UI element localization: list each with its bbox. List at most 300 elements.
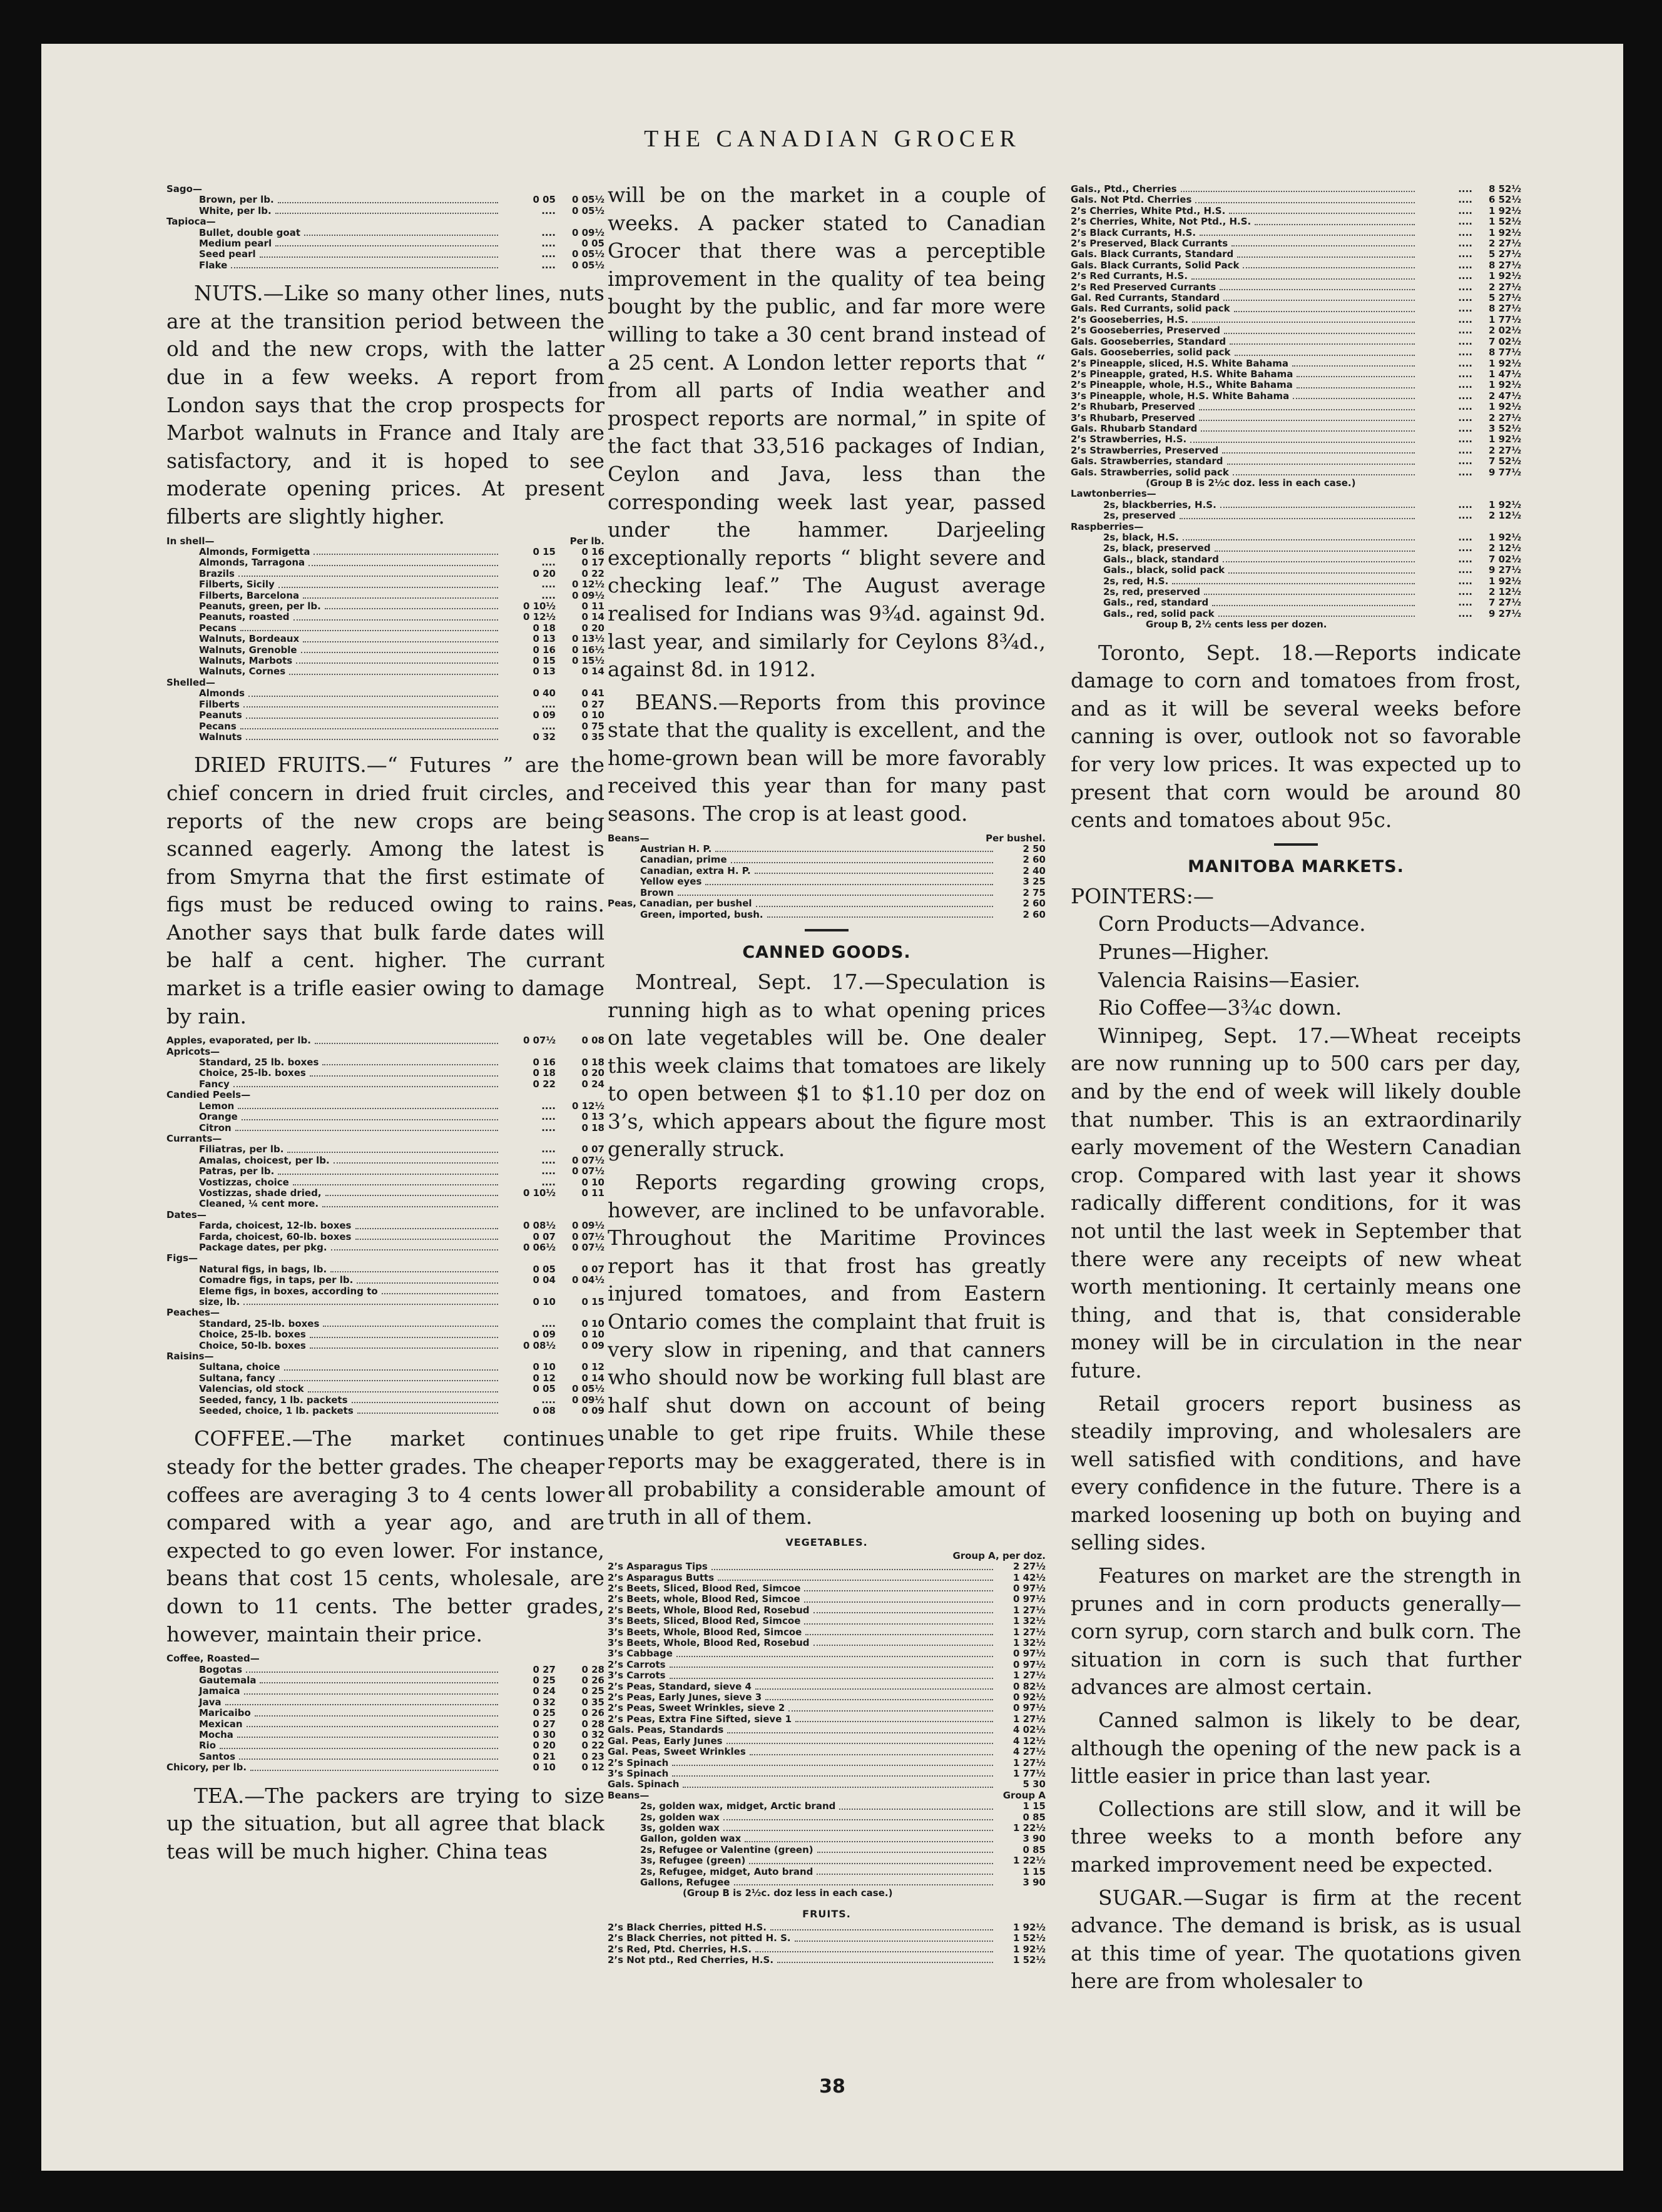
leader-dots <box>308 1391 498 1393</box>
price-list <box>166 1035 604 1416</box>
item-label: Beans— <box>608 833 650 844</box>
item-label: 2’s Preserved, Black Currants <box>1071 238 1228 250</box>
price-high: 0 85 <box>1022 1812 1046 1823</box>
price-row <box>166 688 604 699</box>
price-list <box>166 536 604 743</box>
price-high: 7 02½ <box>1488 554 1521 565</box>
item-label: (Group B is 2½c. doz less in each case.) <box>683 1888 893 1899</box>
price-row <box>608 1692 1046 1703</box>
price-low: .... <box>541 1394 556 1406</box>
price-row <box>166 1123 604 1134</box>
leader-dots <box>225 1704 498 1705</box>
item-label: Dates— <box>166 1209 206 1220</box>
price-high: 1 92½ <box>1488 380 1521 391</box>
item-label: Rio <box>199 1740 216 1752</box>
price-low: .... <box>541 1155 556 1166</box>
leader-dots <box>1243 267 1415 268</box>
price-row <box>166 645 604 656</box>
leader-dots <box>723 1830 993 1831</box>
price-row <box>608 1845 1046 1855</box>
item-label: 3’s Pineapple, whole, H.S. White Bahama <box>1071 390 1290 402</box>
leader-dots <box>683 1787 993 1788</box>
leader-dots <box>718 1580 993 1581</box>
leader-dots <box>1293 398 1415 399</box>
leader-dots <box>1199 409 1415 410</box>
price-row <box>608 1551 1046 1561</box>
item-label: Bogotas <box>199 1664 243 1675</box>
column-3 <box>1071 181 1521 2108</box>
price-low: .... <box>1458 249 1472 260</box>
item-label: Gals., black, standard <box>1103 554 1219 565</box>
price-low: .... <box>541 579 556 591</box>
price-high: 5 30 <box>1022 1779 1046 1790</box>
leader-dots <box>1223 300 1415 301</box>
leader-dots <box>278 202 498 203</box>
leader-dots <box>315 1043 498 1044</box>
price-high: 0 82½ <box>1012 1681 1046 1692</box>
item-label: 2’s Pineapple, whole, H.S., White Bahama <box>1071 380 1293 391</box>
item-label: Apples, evaporated, per lb. <box>166 1035 311 1047</box>
price-high: 0 25 <box>581 1686 604 1697</box>
reports-paragraph: Reports regarding growing crops, however, are inclined to be unfavorable. Throughout the Maritime Provinces report has it that frost has greatly injured tomatoes, and from Eastern Ontario comes the complaint that fruit is very slow in ripening, and that canners who should now be working full blast are half shut down on account of being unable to get ripe fruits. While these reports may be exaggerated, there is in all probability a considerable amount of truth in all of them. <box>608 1170 1046 1530</box>
price-row <box>166 1762 604 1773</box>
price-row <box>608 910 1046 920</box>
price-low: .... <box>1458 499 1472 510</box>
leader-dots <box>1220 507 1415 508</box>
item-label: Walnuts, Marbots <box>199 656 293 667</box>
price-high: 0 04½ <box>571 1275 604 1286</box>
price-high: 0 97½ <box>1012 1659 1046 1670</box>
price-high: 0 07½ <box>571 1231 604 1242</box>
price-row <box>166 601 604 612</box>
item-label: Peanuts <box>199 710 242 721</box>
item-label: 3’s Rhubarb, Preserved <box>1071 412 1195 424</box>
leader-dots <box>749 1863 993 1864</box>
price-high: 1 32½ <box>1012 1638 1046 1649</box>
leader-dots <box>250 1770 498 1771</box>
item-label: Sago— <box>166 184 202 195</box>
leader-dots <box>1231 245 1415 246</box>
item-label: Bullet, double goat <box>199 227 300 238</box>
price-high: 1 92½ <box>1488 434 1521 445</box>
price-high: 2 60 <box>1022 855 1046 866</box>
leader-dots <box>322 1064 498 1065</box>
price-high: 3 90 <box>1022 1834 1046 1845</box>
price-row <box>608 1779 1046 1790</box>
price-row <box>166 1730 604 1740</box>
leader-dots <box>275 245 498 246</box>
leader-dots <box>352 1402 498 1403</box>
leader-dots <box>672 1765 993 1766</box>
price-row <box>608 1855 1046 1866</box>
price-high: 5 27½ <box>1488 293 1521 304</box>
price-high: 0 12 <box>581 1362 604 1373</box>
leader-dots <box>260 1682 498 1683</box>
price-row <box>1071 369 1521 380</box>
item-label: 2’s Rhubarb, Preserved <box>1071 402 1195 413</box>
leader-dots <box>1233 474 1415 475</box>
price-row <box>1071 249 1521 260</box>
leader-dots <box>1183 539 1415 540</box>
item-label: 3s, Refugee (green) <box>640 1855 746 1867</box>
item-label: 2’s Beets, Sliced, Blood Red, Simcoe <box>608 1583 801 1594</box>
item-label: 2’s Black Cherries, pitted H.S. <box>608 1922 767 1933</box>
price-low: 0 24 <box>533 1686 556 1697</box>
price-high: 1 77½ <box>1488 314 1521 325</box>
price-low: .... <box>1458 456 1472 467</box>
item-label: Vostizzas, shade dried, <box>199 1187 322 1199</box>
item-label: Gals., Ptd., Cherries <box>1071 184 1177 195</box>
page-number: 38 <box>819 2076 845 2098</box>
item-label: Gallon, golden wax <box>640 1834 742 1845</box>
price-low: .... <box>1458 238 1472 250</box>
price-low: 0 12½ <box>523 612 556 623</box>
price-high: 1 52½ <box>1488 216 1521 228</box>
item-label: Gals. Black Currants, Standard <box>1071 249 1234 260</box>
leader-dots <box>711 1569 993 1570</box>
leader-dots <box>314 554 498 555</box>
price-row <box>166 677 604 688</box>
item-label: Group B, 2½ cents less per dozen. <box>1146 619 1327 631</box>
price-high: 1 27½ <box>1012 1626 1046 1638</box>
price-high: 2 27½ <box>1012 1561 1046 1573</box>
item-label: Choice, 25-lb. boxes <box>199 1329 306 1341</box>
price-high: 0 09½ <box>571 1394 604 1406</box>
price-high: 0 13 <box>581 1112 604 1123</box>
price-low: .... <box>1458 195 1472 206</box>
price-low: 0 04 <box>533 1275 556 1286</box>
leader-dots <box>239 1758 498 1760</box>
price-row <box>166 1242 604 1253</box>
price-low: 0 12 <box>533 1372 556 1384</box>
price-high: 1 92½ <box>1012 1922 1046 1933</box>
leader-dots <box>1227 464 1415 465</box>
price-high: 2 40 <box>1022 865 1046 876</box>
price-low: .... <box>541 227 556 238</box>
price-row <box>608 1867 1046 1877</box>
leader-dots <box>1172 583 1415 584</box>
price-row <box>166 195 604 205</box>
item-label: Gals. Gooseberries, solid pack <box>1071 347 1231 358</box>
item-label: Apricots— <box>166 1046 220 1057</box>
price-high: 2 27½ <box>1488 412 1521 424</box>
item-label: 2s, preserved <box>1103 510 1176 522</box>
price-low: .... <box>1458 380 1472 391</box>
price-row <box>1071 380 1521 390</box>
price-high: 0 14 <box>581 612 604 623</box>
price-row <box>1071 337 1521 347</box>
leader-dots <box>246 739 498 740</box>
price-high: 0 26 <box>581 1675 604 1687</box>
leader-dots <box>357 1413 498 1414</box>
price-high: 2 50 <box>1022 844 1046 855</box>
price-list <box>1071 184 1521 631</box>
price-row <box>608 855 1046 865</box>
price-row <box>608 1627 1046 1638</box>
leader-dots <box>795 1721 993 1722</box>
price-high: 0 28 <box>581 1718 604 1730</box>
leader-dots <box>1292 365 1415 367</box>
leader-dots <box>734 1884 993 1885</box>
item-label: Gals. Red Currants, solid pack <box>1071 303 1230 315</box>
item-label: 2’s Pineapple, grated, H.S. White Bahama <box>1071 368 1293 380</box>
price-high: 0 10 <box>581 1329 604 1341</box>
leader-dots <box>1195 202 1415 203</box>
price-unit-header: Group A <box>1002 1790 1046 1801</box>
price-row <box>166 612 604 622</box>
leader-dots <box>233 1086 498 1087</box>
item-label: Austrian H. P. <box>640 844 712 855</box>
price-high: 0 17 <box>581 557 604 569</box>
price-row <box>608 1703 1046 1713</box>
price-high: 0 11 <box>581 1187 604 1199</box>
price-high: 8 77½ <box>1488 347 1521 358</box>
pointers-block <box>1071 883 1521 1022</box>
leader-dots <box>231 267 498 268</box>
price-low: 0 06½ <box>523 1242 556 1253</box>
price-row <box>166 1373 604 1384</box>
price-low: .... <box>1458 554 1472 565</box>
item-label: 2’s Gooseberries, Preserved <box>1071 325 1220 337</box>
item-label: 3’s Carrots <box>608 1670 666 1682</box>
price-row <box>166 569 604 579</box>
leader-dots <box>325 608 498 609</box>
price-row <box>166 710 604 721</box>
price-high: 0 07½ <box>571 1155 604 1166</box>
price-high: 0 28 <box>581 1664 604 1675</box>
price-row <box>166 732 604 743</box>
price-low: .... <box>1458 271 1472 282</box>
item-label: Gal. Peas, Early Junes <box>608 1735 723 1747</box>
price-low: 0 25 <box>533 1675 556 1687</box>
leader-dots <box>248 696 498 697</box>
item-label: Shelled— <box>166 677 215 688</box>
price-row <box>608 1616 1046 1626</box>
item-label: Figs— <box>166 1253 198 1264</box>
item-label: Patras, per lb. <box>199 1166 275 1177</box>
price-row <box>166 579 604 590</box>
price-low: 0 08 <box>533 1406 556 1417</box>
price-low: .... <box>1458 510 1472 522</box>
retail-paragraph: Retail grocers report business as steadily improving, and wholesalers are well satisfied with conditions, and have every confidence in the future. There is a marked loosening up both on buying and selling sides. <box>1071 1391 1521 1555</box>
leader-dots <box>330 1271 498 1272</box>
price-high: 9 27½ <box>1488 608 1521 619</box>
leader-dots <box>727 1732 993 1733</box>
item-label: Filberts, Sicily <box>199 579 275 591</box>
price-high: 1 47½ <box>1488 368 1521 380</box>
leader-dots <box>670 1678 993 1679</box>
item-label: Mocha <box>199 1730 233 1741</box>
leader-dots <box>839 1809 993 1810</box>
price-list <box>608 833 1046 920</box>
leader-dots <box>777 1962 993 1963</box>
price-low: .... <box>1458 368 1472 380</box>
leader-dots <box>1255 224 1415 225</box>
price-low: .... <box>1458 423 1472 434</box>
item-label: Canadian, extra H. P. <box>640 865 751 876</box>
price-row <box>608 1594 1046 1605</box>
leader-dots <box>303 641 498 642</box>
price-high: 1 92½ <box>1488 499 1521 510</box>
price-high: 1 77½ <box>1012 1768 1046 1779</box>
leader-dots <box>296 662 498 664</box>
price-row <box>1071 228 1521 238</box>
item-label: Citron <box>199 1122 232 1134</box>
price-low: 0 18 <box>533 1068 556 1079</box>
price-high: 0 35 <box>581 1697 604 1708</box>
price-low: .... <box>1458 282 1472 293</box>
price-list <box>166 1653 604 1773</box>
item-label: Choice, 25-lb. boxes <box>199 1068 306 1079</box>
item-label: Lawtonberries— <box>1071 489 1156 500</box>
leader-dots <box>813 1645 994 1646</box>
item-label: Sultana, fancy <box>199 1372 275 1384</box>
item-label: 2’s Cherries, White Ptd., H.S. <box>1071 205 1226 216</box>
leader-dots <box>310 1075 498 1077</box>
item-label: 3’s Beets, Sliced, Blood Red, Simcoe <box>608 1616 801 1627</box>
leader-dots <box>323 1326 498 1327</box>
price-high: 0 08 <box>581 1035 604 1047</box>
leader-dots <box>676 1656 993 1657</box>
price-row <box>1071 358 1521 369</box>
item-label: Peas, Canadian, per bushel <box>608 898 752 910</box>
price-low: .... <box>541 205 556 216</box>
price-high: 0 09 <box>581 1340 604 1351</box>
leader-dots <box>726 1743 993 1744</box>
price-high: 2 12½ <box>1488 543 1521 554</box>
price-high: 3 90 <box>1022 1877 1046 1888</box>
price-high: 0 18 <box>581 1057 604 1068</box>
price-row <box>1071 489 1521 499</box>
leader-dots <box>242 1119 498 1120</box>
leader-dots <box>755 1688 993 1690</box>
price-row <box>166 1362 604 1372</box>
item-label: 2s, Refugee or Valentine (green) <box>640 1844 813 1855</box>
leader-dots <box>237 1737 498 1738</box>
leader-dots <box>308 565 498 566</box>
item-label: 2’s Gooseberries, H.S. <box>1071 314 1188 325</box>
item-label: 2’s Spinach <box>608 1757 669 1768</box>
item-label: 3’s Cabbage <box>608 1648 673 1660</box>
item-label: 2’s Pineapple, sliced, H.S. White Bahama <box>1071 358 1289 369</box>
price-high: 1 22½ <box>1012 1822 1046 1834</box>
price-row <box>1071 424 1521 434</box>
leader-dots <box>817 1852 993 1853</box>
item-label: Walnuts, Grenoble <box>199 644 297 656</box>
leader-dots <box>1180 518 1415 519</box>
price-row <box>1071 184 1521 195</box>
item-label: Filberts <box>199 699 240 710</box>
item-label: Canadian, prime <box>640 855 727 866</box>
price-low: 0 10 <box>533 1362 556 1373</box>
manitoba-markets-heading: MANITOBA MARKETS. <box>1188 856 1404 876</box>
price-row <box>166 1329 604 1340</box>
price-row <box>1071 554 1521 565</box>
price-row <box>166 1068 604 1078</box>
price-row <box>166 1740 604 1751</box>
price-row <box>608 1812 1046 1823</box>
price-row <box>166 1697 604 1708</box>
leader-dots <box>813 1612 994 1613</box>
price-high: 0 14 <box>581 1372 604 1384</box>
item-label: Almonds <box>199 688 245 699</box>
leader-dots <box>235 1130 498 1131</box>
price-row <box>608 1823 1046 1834</box>
pointer-item: Valencia Raisins—Easier. <box>1098 967 1360 992</box>
price-low: .... <box>541 249 556 260</box>
leader-dots <box>293 619 499 621</box>
leader-dots <box>325 1195 498 1196</box>
price-low: 0 30 <box>533 1730 556 1741</box>
price-high: 2 75 <box>1022 887 1046 898</box>
price-low: 0 25 <box>533 1708 556 1719</box>
price-row <box>1071 260 1521 271</box>
item-label: Package dates, per pkg. <box>199 1242 327 1253</box>
price-row <box>166 1264 604 1275</box>
item-label: Raisins— <box>166 1351 214 1362</box>
price-row <box>166 1653 604 1664</box>
price-row <box>1071 315 1521 325</box>
leader-dots <box>1223 561 1415 562</box>
leader-dots <box>756 906 993 907</box>
item-label: 2’s Black Cherries, not pitted H. S. <box>608 1933 791 1944</box>
leader-dots <box>1229 213 1415 214</box>
price-high: 1 92½ <box>1488 576 1521 587</box>
leader-dots <box>1181 191 1415 192</box>
item-label: 3’s Beets, Whole, Blood Red, Rosebud <box>608 1638 810 1649</box>
leader-dots <box>275 213 498 214</box>
item-label: Flake <box>199 260 228 271</box>
price-high: 0 85 <box>1022 1844 1046 1855</box>
price-low: 0 16 <box>533 1057 556 1068</box>
price-low: .... <box>541 1177 556 1188</box>
price-row <box>1071 619 1521 630</box>
price-low: .... <box>1458 412 1472 424</box>
price-low: 0 15 <box>533 656 556 667</box>
leader-dots <box>220 1748 498 1749</box>
item-label: size, lb. <box>199 1297 240 1307</box>
price-high: 0 22 <box>581 568 604 579</box>
winnipeg-paragraph: Winnipeg, Sept. 17.—Wheat receipts are now running up to 500 cars per day, and by the end of week will likely double that number. This is an extraordinarily early movement of the Western Canadian crop. Compared with last year it shows radically different conditions, for it was not until the last week in September that there were any receipts of new wheat worth mentioning. It certainly means one thing, and that is, that considerable money will be in circulation in the near future. <box>1071 1023 1521 1382</box>
item-label: Peaches— <box>166 1307 220 1319</box>
column-2 <box>608 181 1046 2108</box>
price-low: 0 22 <box>533 1078 556 1090</box>
pointer-item: Prunes—Higher. <box>1098 940 1270 964</box>
leader-dots <box>1204 594 1415 595</box>
item-label: 2s, black, H.S. <box>1103 532 1179 543</box>
leader-dots <box>1228 572 1415 574</box>
price-row <box>608 1670 1046 1681</box>
price-low: .... <box>541 1112 556 1123</box>
price-row <box>166 1090 604 1100</box>
leader-dots <box>804 1601 993 1603</box>
leader-dots <box>1222 452 1415 454</box>
item-label: Chicory, per lb. <box>166 1762 247 1773</box>
price-row <box>608 1638 1046 1648</box>
price-row <box>608 1747 1046 1757</box>
price-row <box>608 1768 1046 1779</box>
price-low: 0 09 <box>533 710 556 721</box>
leader-dots <box>289 674 498 675</box>
price-row <box>166 1752 604 1762</box>
price-row <box>608 1682 1046 1692</box>
leader-dots <box>240 630 498 631</box>
pointer-item: Rio Coffee—3¾c down. <box>1098 995 1342 1020</box>
price-high: 0 09½ <box>571 1220 604 1232</box>
price-low: .... <box>541 699 556 710</box>
price-high: 2 27½ <box>1488 282 1521 293</box>
leader-dots <box>355 1239 499 1240</box>
